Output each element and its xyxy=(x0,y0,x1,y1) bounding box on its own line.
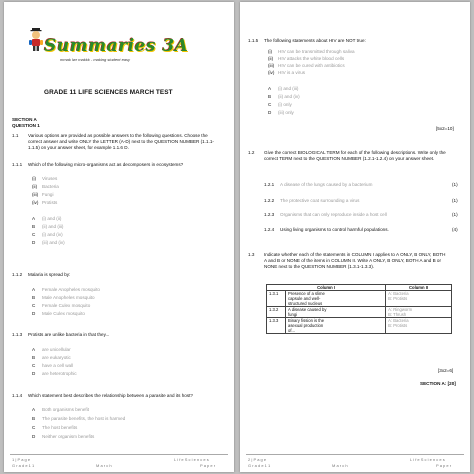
column-1-cell xyxy=(286,307,386,318)
section-heading: SECTION A xyxy=(12,117,37,122)
item-number: 1.2.2 xyxy=(264,198,275,203)
table-row xyxy=(267,291,452,307)
option-letter: A xyxy=(32,347,36,352)
roman-numeral: (i) xyxy=(32,176,37,181)
page-number: 1 | P a g e xyxy=(12,457,31,462)
item-text: A disease of the lungs caused by a bacterium xyxy=(280,182,373,187)
item-number: 1.2.4 xyxy=(264,227,275,232)
option-text: (i) and (iv) xyxy=(42,232,63,237)
option-text: (ii) and (iv) xyxy=(278,94,300,99)
cell-line: fungi xyxy=(288,312,298,317)
mascot-icon xyxy=(28,28,44,52)
option-letter: B xyxy=(32,355,36,360)
table-row xyxy=(267,307,452,318)
option-letter: A xyxy=(32,407,36,412)
question-text: The following statements about HIV are NOT true: xyxy=(264,38,366,43)
roman-option-text: HIV is a virus xyxy=(278,70,306,75)
roman-numeral: (iii) xyxy=(268,63,275,68)
option-text: (iii) and (iv) xyxy=(42,240,65,245)
table-row xyxy=(267,318,452,334)
roman-numeral: (iii) xyxy=(32,192,39,197)
footer-grade: G r a d e 1 1 xyxy=(12,463,35,468)
option-text: Neither organism benefits xyxy=(42,434,95,439)
option-letter: C xyxy=(32,303,36,308)
option-letter: D xyxy=(32,311,36,316)
question-heading: QUESTION 1 xyxy=(12,123,40,128)
option-letter: D xyxy=(32,240,36,245)
roman-option-text: Protists xyxy=(42,200,58,205)
marks-label: [5x2=10] xyxy=(436,126,454,131)
option-text: Female Anopheles mosquito xyxy=(42,287,100,292)
item-marks: (1) xyxy=(452,212,458,217)
column-2-header: Column II xyxy=(386,285,452,291)
option-letter: A xyxy=(268,86,272,91)
cell-line: capsule and well- xyxy=(288,296,321,301)
row-number: 1.3.1 xyxy=(267,291,286,307)
item-marks: (4) xyxy=(452,227,458,232)
item-number: 1.2.3 xyxy=(264,212,275,217)
footer-subject: L i f e S c i e n c e s xyxy=(174,457,209,462)
question-text: Which statement best describes the relationship between a parasite and its host? xyxy=(28,393,193,398)
question-number: 1.1.1 xyxy=(12,162,23,167)
question-text: Malaria is spread by: xyxy=(28,272,71,277)
row-number: 1.3.3 xyxy=(267,318,286,334)
option-letter: B xyxy=(268,94,272,99)
cell-line: B: Thrush xyxy=(388,312,407,317)
question-number: 1.1.3 xyxy=(12,332,23,337)
cell-line: A: Ringworm xyxy=(388,307,413,312)
column-1-header: Column I xyxy=(267,285,386,291)
question-text: Protists are unlike bacteria in that they... xyxy=(28,332,110,337)
option-letter: B xyxy=(32,224,36,229)
document-page-1 xyxy=(4,2,234,472)
row-number: 1.3.2 xyxy=(267,307,286,318)
cell-line: Presence of a slime xyxy=(288,291,325,296)
instruction-line: correct TERM next to the QUESTION NUMBER (1.2.1-1.2.4) on your answer sheet. xyxy=(264,156,435,161)
option-text: have a cell wall xyxy=(42,363,74,368)
item-marks: (1) xyxy=(452,198,458,203)
question-number: 1.3 xyxy=(248,252,255,257)
instruction-line: 1.1.5) on your answer sheet, for example 1.1.6 D. xyxy=(28,145,129,150)
option-text: The parasite benefits, the host is harmed xyxy=(42,416,126,421)
option-letter: D xyxy=(32,434,36,439)
option-text: (ii) and (iii) xyxy=(42,224,64,229)
roman-numeral: (ii) xyxy=(268,56,274,61)
cell-line: of... xyxy=(288,328,295,333)
matching-table xyxy=(266,284,452,334)
question-number: 1.1 xyxy=(12,133,19,138)
instruction-line: A and B or NONE of the items in COLUMN II. Write A ONLY, B ONLY, BOTH A and B or xyxy=(264,258,442,263)
roman-option-text: Viruses xyxy=(42,176,58,181)
question-text: Which of the following micro-organisms act as decomposers in ecosystems? xyxy=(28,162,184,167)
option-letter: C xyxy=(32,363,36,368)
cell-line: A disease caused by xyxy=(288,307,327,312)
cell-line: asexual production xyxy=(288,323,324,328)
item-marks: (1) xyxy=(452,182,458,187)
option-letter: D xyxy=(268,110,272,115)
instruction-line: correct answer and write ONLY the LETTER (A-D) next to the QUESTION NUMBER (1.1.1- xyxy=(28,139,214,144)
question-number: 1.1.5 xyxy=(248,38,259,43)
roman-option-text: Bacteria xyxy=(42,184,59,189)
brand-tagline: mmak lwr makkk - making student easy xyxy=(60,57,131,62)
footer-subject: L i f e S c i e n c e s xyxy=(410,457,445,462)
page-number: 2 | P a g e xyxy=(248,457,267,462)
option-letter: D xyxy=(32,371,36,376)
question-number: 1.1.4 xyxy=(12,393,23,398)
footer-paper: P a p e r xyxy=(436,463,452,468)
option-text: are unicellular xyxy=(42,347,71,352)
question-number: 1.2 xyxy=(248,150,255,155)
footer-grade: G r a d e 1 1 xyxy=(248,463,271,468)
instruction-line: Various options are provided as possible answers to the following questions. Choose the xyxy=(28,133,208,138)
roman-option-text: Fungi xyxy=(42,192,54,197)
question-number: 1.1.2 xyxy=(12,272,23,277)
roman-numeral: (iv) xyxy=(268,70,275,75)
option-letter: A xyxy=(32,216,36,221)
column-2-cell xyxy=(386,318,452,334)
footer-month: M a r c h xyxy=(96,463,112,468)
option-text: Male Anopheles mosquito xyxy=(42,295,95,300)
option-letter: C xyxy=(268,102,272,107)
option-text: are eukaryotic xyxy=(42,355,71,360)
roman-numeral: (ii) xyxy=(32,184,38,189)
cell-line: structured nucleus xyxy=(288,301,323,306)
brand-logo: Summaries 3A xyxy=(44,36,189,56)
roman-option-text: HIV can be cured with antibiotics xyxy=(278,63,345,68)
footer-divider xyxy=(10,454,228,455)
column-1-cell xyxy=(286,318,386,334)
roman-numeral: (iv) xyxy=(32,200,39,205)
column-2-cell xyxy=(386,291,452,307)
option-text: (iii) only xyxy=(278,110,294,115)
item-text: Using living organisms to control harmful populations. xyxy=(280,227,389,232)
option-text: Female Culex mosquito xyxy=(42,303,91,308)
section-total: SECTION A: [20] xyxy=(420,381,456,386)
column-1-cell xyxy=(286,291,386,307)
instruction-line: Indicate whether each of the statements in COLUMN I applies to A ONLY, B ONLY, BOTH xyxy=(264,252,446,257)
column-2-cell xyxy=(386,307,452,318)
option-text: (i) and (ii) xyxy=(42,216,62,221)
option-letter: A xyxy=(32,287,36,292)
roman-numeral: (i) xyxy=(268,49,273,54)
option-text: (i) only xyxy=(278,102,292,107)
cell-line: B: Protists xyxy=(388,323,408,328)
option-letter: C xyxy=(32,232,36,237)
option-letter: B xyxy=(32,295,36,300)
item-text: Organisms that can only reproduce inside a host cell xyxy=(280,212,387,217)
item-number: 1.2.1 xyxy=(264,182,275,187)
instruction-line: Give the correct BIOLOGICAL TERM for each of the following descriptions. Write only the xyxy=(264,150,446,155)
marks-label: [3x2=6] xyxy=(438,368,454,373)
option-text: are heterotrophic xyxy=(42,371,77,376)
cell-line: A: Bacteria xyxy=(388,291,409,296)
cell-line: A: Bacteria xyxy=(388,318,409,323)
option-text: The host benefits xyxy=(42,425,78,430)
footer-month: M a r c h xyxy=(332,463,348,468)
roman-option-text: HIV can be transmitted through saliva xyxy=(278,49,355,54)
footer-paper: P a p e r xyxy=(200,463,216,468)
cell-line: B: Protists xyxy=(388,296,408,301)
cell-line: Binary fission is the xyxy=(288,318,325,323)
instruction-line: NONE next to the QUESTION NUMBER (1.3.1-1.3.3). xyxy=(264,264,375,269)
option-letter: B xyxy=(32,416,36,421)
item-text: The protective coat surrounding a virus xyxy=(280,198,360,203)
roman-option-text: HIV attacks the white blood cells xyxy=(278,56,345,61)
document-title: GRADE 11 LIFE SCIENCES MARCH TEST xyxy=(44,89,173,96)
footer-divider xyxy=(246,454,464,455)
option-text: Both organisms benefit xyxy=(42,407,89,412)
document-page-2 xyxy=(240,2,470,472)
option-text: (i) and (iii) xyxy=(278,86,299,91)
option-text: Male Culex mosquito xyxy=(42,311,85,316)
option-letter: C xyxy=(32,425,36,430)
